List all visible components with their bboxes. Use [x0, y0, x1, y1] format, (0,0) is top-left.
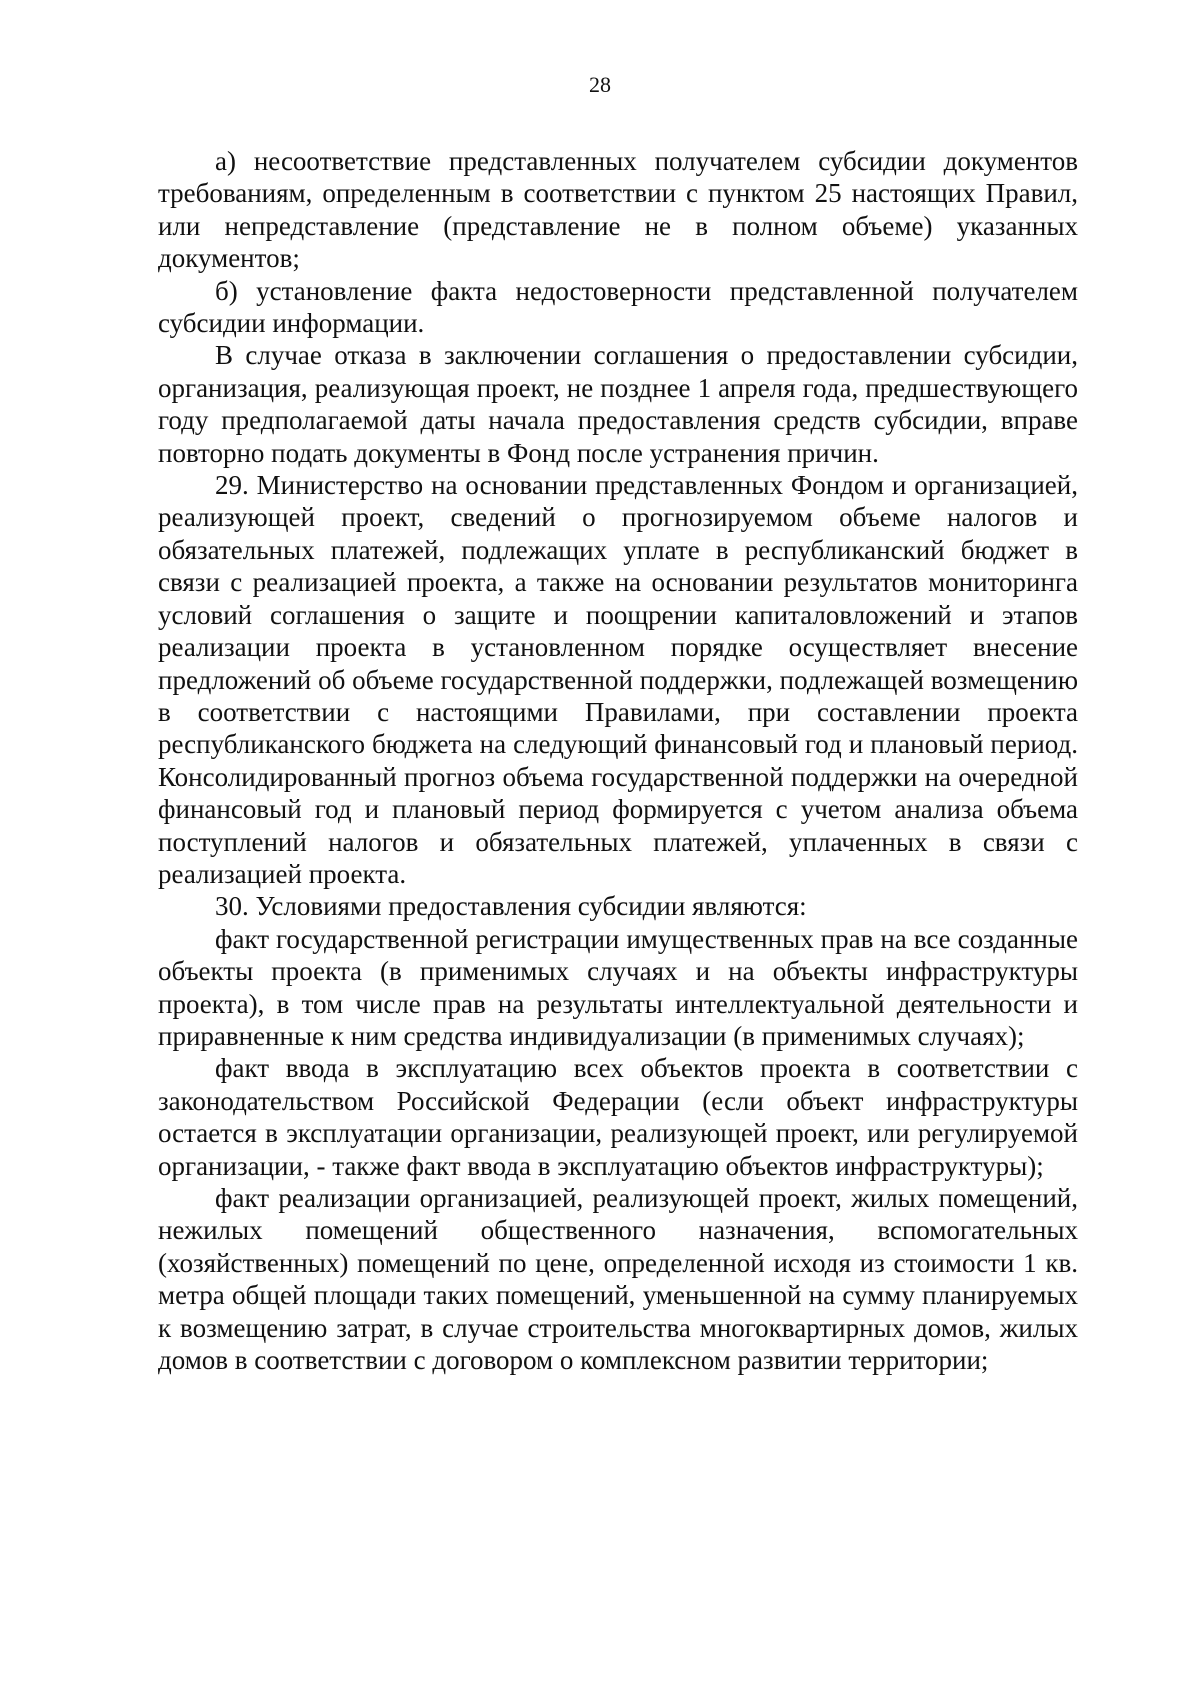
paragraph-condition-commissioning: факт ввода в эксплуатацию всех объектов проекта в соответствии с законодательством Российской Федерации (если объект инфраструктуры остается в эксплуатации организации, реализующей проект, или регулируемой организации, - также факт ввода в эксплуатацию объектов инфраструктуры); — [158, 1053, 1078, 1181]
paragraph-item-a: а) несоответствие представленных получателем субсидии документов требованиям, определенным в соответствии с пунктом 25 настоящих Правил, или непредставление (представление не в полном объеме) указанных документов; — [158, 146, 1078, 274]
paragraph-refusal-case: В случае отказа в заключении соглашения о предоставлении субсидии, организация, реализующая проект, не позднее 1 апреля года, предшествующего году предполагаемой даты начала предоставления средств субсидии, вправе повторно подать документы в Фонд после устранения причин. — [158, 340, 1078, 468]
paragraph-clause-30: 30. Условиями предоставления субсидии являются: — [215, 891, 807, 922]
page-number: 28 — [589, 72, 611, 97]
paragraph-condition-sale: факт реализации организацией, реализующей проект, жилых помещений, нежилых помещений общественного назначения, вспомогательных (хозяйственных) помещений по цене, определенной исходя из стоимости 1 кв. метра общей площади таких помещений, уменьшенной на сумму планируемых к возмещению затрат, в случае строительства многоквартирных домов, жилых домов в соответствии с договором о комплексном развитии территории; — [158, 1183, 1078, 1376]
paragraph-clause-29: 29. Министерство на основании представленных Фондом и организацией, реализующей проект, сведений о прогнозируемом объеме налогов и обязательных платежей, подлежащих уплате в республиканский бюджет в связи с реализацией проекта, а также на основании результатов мониторинга условий соглашения о защите и поощрении капиталовложений и этапов реализации проекта в установленном порядке осуществляет внесение предложений об объеме государственной поддержки, подлежащей возмещению в соответствии с настоящими Правилами, при составлении проекта республиканского бюджета на следующий финансовый год и плановый период. Консолидированный прогноз объема государственной поддержки на очередной финансовый год и плановый период формируется с учетом анализа объема поступлений налогов и обязательных платежей, уплаченных в связи с реализацией проекта. — [158, 470, 1078, 889]
paragraph-condition-registration: факт государственной регистрации имущественных прав на все созданные объекты проекта (в применимых случаях и на объекты инфраструктуры проекта), в том числе прав на результаты интеллектуальной деятельности и приравненные к ним средства индивидуализации (в применимых случаях); — [158, 923, 1078, 1051]
document-body — [158, 145, 1078, 1376]
paragraph-item-b: б) установление факта недостоверности представленной получателем субсидии информации. — [158, 275, 1078, 339]
